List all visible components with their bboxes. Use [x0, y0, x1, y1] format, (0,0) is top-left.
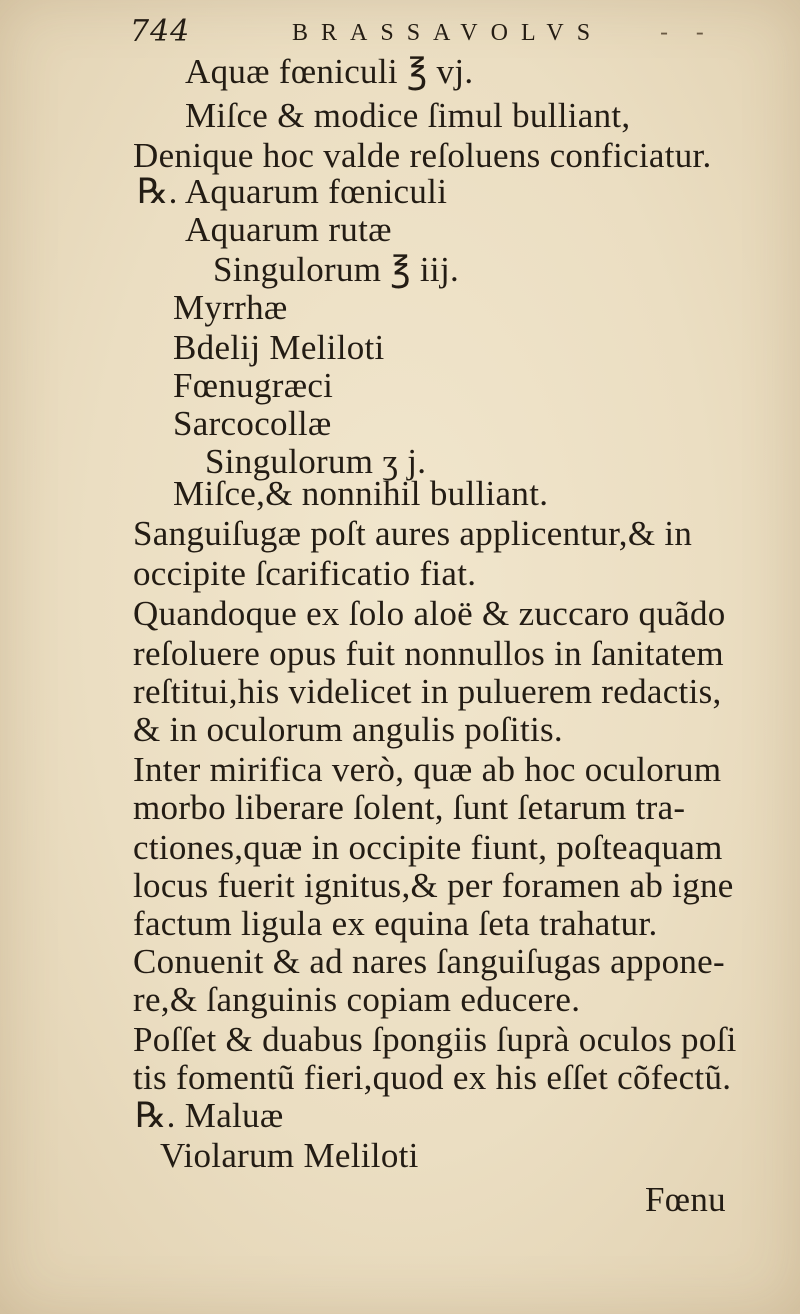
text-line: morbo liberare ſolent, ſunt ſetarum tra-: [133, 788, 686, 827]
text-line: ℞. Maluæ: [135, 1096, 284, 1135]
text-line: ℞. Aquarum fœniculi: [137, 172, 448, 211]
text-line: Inter mirifica verò, quæ ab hoc oculorum: [133, 750, 722, 789]
text-line: Violarum Meliloti: [160, 1136, 419, 1175]
text-line: Conuenit & ad nares ſanguiſugas appone-: [133, 942, 725, 981]
text-line: Bdelij Meliloti: [173, 328, 385, 367]
text-line: Miſce,& nonnihil bulliant.: [173, 474, 549, 513]
text-line: re,& ſanguinis copiam educere.: [133, 980, 581, 1019]
text-line: Fœnugræci: [173, 366, 334, 405]
text-line: Denique hoc valde reſoluens conficiatur.: [133, 136, 712, 175]
text-line: reſoluere opus fuit nonnullos in ſanitatem: [133, 634, 724, 673]
text-line: occipite ſcarificatio fiat.: [133, 554, 477, 593]
text-line: locus fuerit ignitus,& per foramen ab igne: [133, 866, 734, 905]
text-line: Aquæ fœniculi ℥ vj.: [185, 52, 474, 91]
text-line: Sarcocollæ: [173, 404, 332, 443]
text-line: Quandoque ex ſolo aloë & zuccaro quãdo: [133, 594, 726, 633]
text-line: Singulorum ʒ j.: [205, 442, 427, 481]
running-title-trailing-mark: - -: [660, 18, 714, 46]
text-line: Myrrhæ: [173, 288, 288, 327]
page-header: [0, 14, 800, 54]
running-title: BRASSAVOLVS: [292, 20, 604, 46]
text-line: Poſſet & duabus ſpongiis ſuprà oculos poſi: [133, 1020, 737, 1059]
text-line: Singulorum ℥ iij.: [213, 250, 460, 289]
text-line: tis fomentũ fieri,quod ex his eſſet cõfectũ.: [133, 1058, 732, 1097]
text-line: ctiones,quæ in occipite fiunt, poſteaquam: [133, 828, 723, 867]
text-line: & in oculorum angulis poſitis.: [133, 710, 563, 749]
text-line: Sanguiſugæ poſt aures applicentur,& in: [133, 514, 693, 553]
page-number: 744: [130, 14, 191, 49]
text-line: Aquarum rutæ: [185, 210, 392, 249]
catchword: Fœnu: [645, 1180, 726, 1219]
text-line: factum ligula ex equina ſeta trahatur.: [133, 904, 658, 943]
text-line: Miſce & modice ſimul bulliant,: [185, 96, 631, 135]
text-line: reſtitui,his videlicet in puluerem redactis,: [133, 672, 722, 711]
